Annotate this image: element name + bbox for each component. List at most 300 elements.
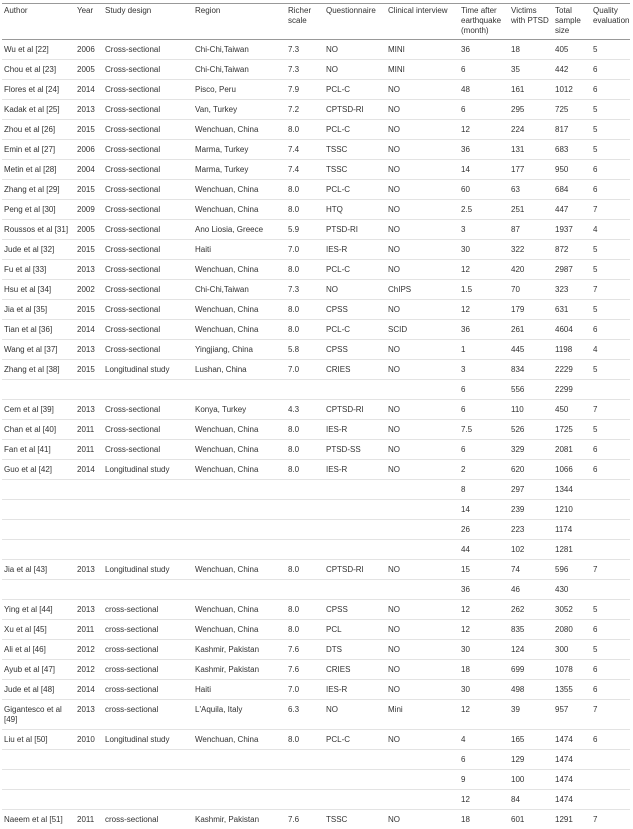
- cell-region: Wenchuan, China: [193, 620, 286, 640]
- cell-clinical-interview: NO: [386, 340, 459, 360]
- table-row: [2, 640, 630, 660]
- cell-victims-with-ptsd: 131: [509, 140, 553, 160]
- cell-year: 2013: [75, 400, 103, 420]
- cell-region: [193, 520, 286, 540]
- cell-questionnaire: PTSD-RI: [324, 220, 386, 240]
- cell-victims-with-ptsd: 835: [509, 620, 553, 640]
- cell-region: [193, 770, 286, 790]
- header-total-sample-size: Total sample size: [553, 4, 591, 40]
- cell-year: 2013: [75, 700, 103, 730]
- cell-total-sample-size: 430: [553, 580, 591, 600]
- cell-questionnaire: TSSC: [324, 160, 386, 180]
- cell-author: [2, 750, 75, 770]
- cell-total-sample-size: 957: [553, 700, 591, 730]
- cell-author: [2, 770, 75, 790]
- cell-study-design: Cross-sectional: [103, 100, 193, 120]
- cell-questionnaire: IES-R: [324, 240, 386, 260]
- cell-victims-with-ptsd: 179: [509, 300, 553, 320]
- cell-author: Guo et al [42]: [2, 460, 75, 480]
- cell-victims-with-ptsd: 18: [509, 40, 553, 60]
- cell-region: Lushan, China: [193, 360, 286, 380]
- cell-time-after-earthquake: 12: [459, 260, 509, 280]
- cell-richer-scale: 7.6: [286, 660, 324, 680]
- cell-time-after-earthquake: 7.5: [459, 420, 509, 440]
- cell-questionnaire: [324, 520, 386, 540]
- cell-total-sample-size: 1474: [553, 770, 591, 790]
- header-year: Year: [75, 4, 103, 40]
- table-header-row: [2, 4, 630, 40]
- cell-total-sample-size: 1210: [553, 500, 591, 520]
- cell-quality-evaluation: 4: [591, 340, 630, 360]
- cell-author: [2, 380, 75, 400]
- cell-study-design: Cross-sectional: [103, 300, 193, 320]
- cell-study-design: Cross-sectional: [103, 200, 193, 220]
- cell-study-design: Cross-sectional: [103, 120, 193, 140]
- cell-richer-scale: 6.3: [286, 700, 324, 730]
- cell-region: Ano Liosia, Greece: [193, 220, 286, 240]
- cell-year: 2015: [75, 360, 103, 380]
- cell-total-sample-size: 4604: [553, 320, 591, 340]
- cell-clinical-interview: NO: [386, 180, 459, 200]
- table-row: [2, 700, 630, 730]
- cell-study-design: Cross-sectional: [103, 180, 193, 200]
- cell-richer-scale: [286, 500, 324, 520]
- cell-richer-scale: [286, 520, 324, 540]
- cell-total-sample-size: 872: [553, 240, 591, 260]
- table-subrow: [2, 480, 630, 500]
- cell-questionnaire: PCL-C: [324, 180, 386, 200]
- cell-time-after-earthquake: 12: [459, 300, 509, 320]
- cell-author: Flores et al [24]: [2, 80, 75, 100]
- cell-time-after-earthquake: 6: [459, 400, 509, 420]
- cell-quality-evaluation: 6: [591, 660, 630, 680]
- table-row: [2, 280, 630, 300]
- cell-author: Xu et al [45]: [2, 620, 75, 640]
- table-row: [2, 460, 630, 480]
- cell-time-after-earthquake: 30: [459, 680, 509, 700]
- cell-clinical-interview: [386, 750, 459, 770]
- cell-year: 2013: [75, 100, 103, 120]
- cell-quality-evaluation: [591, 580, 630, 600]
- cell-year: 2013: [75, 340, 103, 360]
- cell-time-after-earthquake: 12: [459, 700, 509, 730]
- cell-year: 2002: [75, 280, 103, 300]
- cell-study-design: cross-sectional: [103, 660, 193, 680]
- cell-year: 2015: [75, 120, 103, 140]
- cell-time-after-earthquake: 6: [459, 440, 509, 460]
- cell-author: [2, 540, 75, 560]
- table-subrow: [2, 380, 630, 400]
- cell-clinical-interview: SCID: [386, 320, 459, 340]
- table-subrow: [2, 520, 630, 540]
- cell-victims-with-ptsd: 601: [509, 810, 553, 829]
- cell-study-design: [103, 380, 193, 400]
- cell-region: Marma, Turkey: [193, 140, 286, 160]
- cell-year: 2011: [75, 810, 103, 829]
- cell-time-after-earthquake: 2: [459, 460, 509, 480]
- cell-richer-scale: 8.0: [286, 120, 324, 140]
- cell-time-after-earthquake: 30: [459, 240, 509, 260]
- cell-victims-with-ptsd: 699: [509, 660, 553, 680]
- cell-questionnaire: [324, 750, 386, 770]
- cell-quality-evaluation: 6: [591, 460, 630, 480]
- cell-richer-scale: 8.0: [286, 260, 324, 280]
- cell-victims-with-ptsd: 526: [509, 420, 553, 440]
- cell-region: Van, Turkey: [193, 100, 286, 120]
- cell-clinical-interview: NO: [386, 460, 459, 480]
- cell-quality-evaluation: 7: [591, 200, 630, 220]
- table-row: [2, 560, 630, 580]
- cell-total-sample-size: 725: [553, 100, 591, 120]
- cell-year: [75, 540, 103, 560]
- cell-year: [75, 750, 103, 770]
- cell-time-after-earthquake: 18: [459, 810, 509, 829]
- cell-author: Zhang et al [29]: [2, 180, 75, 200]
- header-study-design: Study design: [103, 4, 193, 40]
- cell-total-sample-size: 442: [553, 60, 591, 80]
- cell-year: [75, 380, 103, 400]
- table-row: [2, 440, 630, 460]
- table-row: [2, 60, 630, 80]
- cell-total-sample-size: 1474: [553, 790, 591, 810]
- cell-questionnaire: [324, 580, 386, 600]
- cell-region: Konya, Turkey: [193, 400, 286, 420]
- cell-author: Tian et al [36]: [2, 320, 75, 340]
- cell-study-design: Longitudinal study: [103, 460, 193, 480]
- cell-victims-with-ptsd: 322: [509, 240, 553, 260]
- cell-study-design: cross-sectional: [103, 600, 193, 620]
- cell-time-after-earthquake: 48: [459, 80, 509, 100]
- cell-quality-evaluation: 7: [591, 700, 630, 730]
- cell-total-sample-size: 1281: [553, 540, 591, 560]
- cell-year: 2010: [75, 730, 103, 750]
- cell-region: Haiti: [193, 240, 286, 260]
- cell-quality-evaluation: 6: [591, 440, 630, 460]
- cell-time-after-earthquake: 9: [459, 770, 509, 790]
- cell-region: [193, 540, 286, 560]
- cell-time-after-earthquake: 60: [459, 180, 509, 200]
- cell-victims-with-ptsd: 262: [509, 600, 553, 620]
- header-victims-with-ptsd: Victims with PTSD: [509, 4, 553, 40]
- cell-quality-evaluation: 7: [591, 560, 630, 580]
- cell-victims-with-ptsd: 251: [509, 200, 553, 220]
- cell-year: 2015: [75, 300, 103, 320]
- cell-study-design: Cross-sectional: [103, 240, 193, 260]
- cell-year: 2004: [75, 160, 103, 180]
- cell-quality-evaluation: 5: [591, 300, 630, 320]
- cell-time-after-earthquake: 6: [459, 750, 509, 770]
- table-row: [2, 340, 630, 360]
- cell-questionnaire: IES-R: [324, 460, 386, 480]
- cell-victims-with-ptsd: 161: [509, 80, 553, 100]
- cell-year: 2015: [75, 180, 103, 200]
- cell-victims-with-ptsd: 100: [509, 770, 553, 790]
- cell-study-design: [103, 540, 193, 560]
- cell-author: Hsu et al [34]: [2, 280, 75, 300]
- table-row: [2, 730, 630, 750]
- cell-total-sample-size: 1725: [553, 420, 591, 440]
- cell-quality-evaluation: [591, 520, 630, 540]
- cell-questionnaire: IES-R: [324, 680, 386, 700]
- cell-time-after-earthquake: 18: [459, 660, 509, 680]
- cell-richer-scale: 4.3: [286, 400, 324, 420]
- cell-clinical-interview: NO: [386, 140, 459, 160]
- cell-quality-evaluation: 5: [591, 640, 630, 660]
- cell-questionnaire: [324, 380, 386, 400]
- cell-quality-evaluation: 6: [591, 80, 630, 100]
- cell-time-after-earthquake: 8: [459, 480, 509, 500]
- cell-author: Cem et al [39]: [2, 400, 75, 420]
- cell-author: Jude et al [32]: [2, 240, 75, 260]
- cell-study-design: Longitudinal study: [103, 360, 193, 380]
- cell-clinical-interview: NO: [386, 120, 459, 140]
- cell-victims-with-ptsd: 239: [509, 500, 553, 520]
- cell-richer-scale: 8.0: [286, 180, 324, 200]
- cell-questionnaire: PCL-C: [324, 120, 386, 140]
- cell-time-after-earthquake: 14: [459, 160, 509, 180]
- cell-clinical-interview: NO: [386, 260, 459, 280]
- cell-region: [193, 380, 286, 400]
- cell-victims-with-ptsd: 70: [509, 280, 553, 300]
- cell-time-after-earthquake: 3: [459, 220, 509, 240]
- cell-region: Wenchuan, China: [193, 560, 286, 580]
- cell-victims-with-ptsd: 445: [509, 340, 553, 360]
- cell-region: Haiti: [193, 680, 286, 700]
- cell-clinical-interview: NO: [386, 600, 459, 620]
- cell-questionnaire: CPSS: [324, 300, 386, 320]
- cell-author: Ali et al [46]: [2, 640, 75, 660]
- cell-questionnaire: NO: [324, 40, 386, 60]
- cell-author: Zhou et al [26]: [2, 120, 75, 140]
- cell-region: Yingjiang, China: [193, 340, 286, 360]
- cell-clinical-interview: [386, 540, 459, 560]
- cell-questionnaire: TSSC: [324, 810, 386, 829]
- cell-region: Wenchuan, China: [193, 440, 286, 460]
- cell-richer-scale: 5.8: [286, 340, 324, 360]
- cell-region: Chi-Chi,Taiwan: [193, 60, 286, 80]
- table-row: [2, 80, 630, 100]
- cell-quality-evaluation: 6: [591, 60, 630, 80]
- cell-region: Kashmir, Pakistan: [193, 810, 286, 829]
- cell-author: Roussos et al [31]: [2, 220, 75, 240]
- table-row: [2, 200, 630, 220]
- cell-region: [193, 480, 286, 500]
- cell-questionnaire: PCL-C: [324, 260, 386, 280]
- table-subrow: [2, 540, 630, 560]
- cell-richer-scale: 7.0: [286, 360, 324, 380]
- cell-total-sample-size: 1078: [553, 660, 591, 680]
- cell-total-sample-size: 596: [553, 560, 591, 580]
- cell-study-design: cross-sectional: [103, 700, 193, 730]
- table-row: [2, 220, 630, 240]
- cell-year: [75, 580, 103, 600]
- cell-quality-evaluation: 5: [591, 260, 630, 280]
- cell-region: Kashmir, Pakistan: [193, 640, 286, 660]
- cell-clinical-interview: NO: [386, 100, 459, 120]
- table-row: [2, 680, 630, 700]
- cell-author: Metin et al [28]: [2, 160, 75, 180]
- cell-clinical-interview: NO: [386, 560, 459, 580]
- cell-richer-scale: 8.0: [286, 560, 324, 580]
- cell-questionnaire: CPSS: [324, 600, 386, 620]
- cell-study-design: [103, 770, 193, 790]
- cell-total-sample-size: 1291: [553, 810, 591, 829]
- table-subrow: [2, 580, 630, 600]
- cell-richer-scale: 7.3: [286, 40, 324, 60]
- cell-region: Marma, Turkey: [193, 160, 286, 180]
- cell-questionnaire: CRIES: [324, 660, 386, 680]
- cell-study-design: Cross-sectional: [103, 60, 193, 80]
- cell-region: Pisco, Peru: [193, 80, 286, 100]
- table-row: [2, 100, 630, 120]
- table-row: [2, 40, 630, 60]
- cell-author: Jia et al [35]: [2, 300, 75, 320]
- cell-region: Wenchuan, China: [193, 730, 286, 750]
- cell-total-sample-size: 2299: [553, 380, 591, 400]
- cell-clinical-interview: MINI: [386, 40, 459, 60]
- cell-region: Wenchuan, China: [193, 300, 286, 320]
- cell-clinical-interview: [386, 520, 459, 540]
- cell-clinical-interview: NO: [386, 420, 459, 440]
- cell-total-sample-size: 2080: [553, 620, 591, 640]
- cell-study-design: cross-sectional: [103, 640, 193, 660]
- cell-quality-evaluation: 7: [591, 280, 630, 300]
- cell-study-design: [103, 580, 193, 600]
- cell-time-after-earthquake: 36: [459, 140, 509, 160]
- cell-study-design: Longitudinal study: [103, 560, 193, 580]
- table-row: [2, 360, 630, 380]
- cell-victims-with-ptsd: 46: [509, 580, 553, 600]
- cell-year: 2006: [75, 40, 103, 60]
- cell-year: 2005: [75, 60, 103, 80]
- cell-total-sample-size: 1344: [553, 480, 591, 500]
- cell-victims-with-ptsd: 297: [509, 480, 553, 500]
- cell-study-design: Cross-sectional: [103, 420, 193, 440]
- cell-year: 2014: [75, 460, 103, 480]
- cell-total-sample-size: 323: [553, 280, 591, 300]
- cell-total-sample-size: 1474: [553, 730, 591, 750]
- cell-year: 2015: [75, 240, 103, 260]
- cell-study-design: Cross-sectional: [103, 80, 193, 100]
- cell-clinical-interview: NO: [386, 660, 459, 680]
- cell-time-after-earthquake: 44: [459, 540, 509, 560]
- cell-clinical-interview: [386, 480, 459, 500]
- cell-richer-scale: 7.0: [286, 240, 324, 260]
- cell-region: Wenchuan, China: [193, 120, 286, 140]
- cell-quality-evaluation: 5: [591, 120, 630, 140]
- table-row: [2, 160, 630, 180]
- header-time-after-earthquake: Time after earthquake (month): [459, 4, 509, 40]
- cell-time-after-earthquake: 1.5: [459, 280, 509, 300]
- cell-questionnaire: CRIES: [324, 360, 386, 380]
- cell-author: Jude et al [48]: [2, 680, 75, 700]
- cell-questionnaire: PTSD-SS: [324, 440, 386, 460]
- cell-questionnaire: CPTSD-RI: [324, 100, 386, 120]
- cell-total-sample-size: 1937: [553, 220, 591, 240]
- cell-total-sample-size: 1066: [553, 460, 591, 480]
- table-row: [2, 260, 630, 280]
- cell-richer-scale: 7.3: [286, 280, 324, 300]
- cell-study-design: cross-sectional: [103, 680, 193, 700]
- cell-author: Jia et al [43]: [2, 560, 75, 580]
- cell-victims-with-ptsd: 165: [509, 730, 553, 750]
- cell-richer-scale: 7.9: [286, 80, 324, 100]
- cell-author: Fan et al [41]: [2, 440, 75, 460]
- header-questionnaire: Questionnaire: [324, 4, 386, 40]
- cell-victims-with-ptsd: 84: [509, 790, 553, 810]
- cell-questionnaire: CPTSD-RI: [324, 400, 386, 420]
- cell-quality-evaluation: 5: [591, 420, 630, 440]
- cell-author: Chou et al [23]: [2, 60, 75, 80]
- cell-year: 2013: [75, 260, 103, 280]
- cell-total-sample-size: 447: [553, 200, 591, 220]
- cell-quality-evaluation: 5: [591, 360, 630, 380]
- cell-total-sample-size: 1174: [553, 520, 591, 540]
- cell-study-design: [103, 750, 193, 770]
- table-row: [2, 120, 630, 140]
- cell-year: 2013: [75, 600, 103, 620]
- cell-victims-with-ptsd: 63: [509, 180, 553, 200]
- cell-quality-evaluation: 7: [591, 400, 630, 420]
- cell-questionnaire: NO: [324, 280, 386, 300]
- cell-study-design: Cross-sectional: [103, 280, 193, 300]
- cell-quality-evaluation: [591, 750, 630, 770]
- cell-region: Wenchuan, China: [193, 200, 286, 220]
- cell-year: 2005: [75, 220, 103, 240]
- cell-time-after-earthquake: 3: [459, 360, 509, 380]
- cell-richer-scale: 7.3: [286, 60, 324, 80]
- cell-victims-with-ptsd: 35: [509, 60, 553, 80]
- cell-year: [75, 480, 103, 500]
- cell-year: 2011: [75, 620, 103, 640]
- cell-victims-with-ptsd: 329: [509, 440, 553, 460]
- cell-richer-scale: [286, 770, 324, 790]
- cell-clinical-interview: NO: [386, 620, 459, 640]
- cell-study-design: Cross-sectional: [103, 140, 193, 160]
- cell-richer-scale: 8.0: [286, 440, 324, 460]
- cell-questionnaire: CPTSD-RI: [324, 560, 386, 580]
- cell-study-design: Cross-sectional: [103, 340, 193, 360]
- cell-study-design: Cross-sectional: [103, 440, 193, 460]
- cell-study-design: Cross-sectional: [103, 220, 193, 240]
- cell-quality-evaluation: 5: [591, 240, 630, 260]
- cell-victims-with-ptsd: 177: [509, 160, 553, 180]
- cell-time-after-earthquake: 26: [459, 520, 509, 540]
- header-quality-evaluation: Quality evaluation: [591, 4, 630, 40]
- cell-richer-scale: [286, 750, 324, 770]
- cell-questionnaire: PCL: [324, 620, 386, 640]
- table-row: [2, 400, 630, 420]
- cell-region: Wenchuan, China: [193, 600, 286, 620]
- cell-richer-scale: 7.0: [286, 680, 324, 700]
- cell-victims-with-ptsd: 124: [509, 640, 553, 660]
- cell-region: Kashmir, Pakistan: [193, 660, 286, 680]
- cell-year: 2011: [75, 420, 103, 440]
- cell-year: 2006: [75, 140, 103, 160]
- header-author: Author: [2, 4, 75, 40]
- cell-quality-evaluation: 6: [591, 620, 630, 640]
- cell-author: Wu et al [22]: [2, 40, 75, 60]
- cell-victims-with-ptsd: 295: [509, 100, 553, 120]
- cell-author: Ayub et al [47]: [2, 660, 75, 680]
- cell-total-sample-size: 684: [553, 180, 591, 200]
- cell-region: Chi-Chi,Taiwan: [193, 40, 286, 60]
- cell-richer-scale: 7.6: [286, 810, 324, 829]
- cell-questionnaire: TSSC: [324, 140, 386, 160]
- cell-quality-evaluation: 6: [591, 160, 630, 180]
- cell-time-after-earthquake: 12: [459, 600, 509, 620]
- cell-study-design: Longitudinal study: [103, 730, 193, 750]
